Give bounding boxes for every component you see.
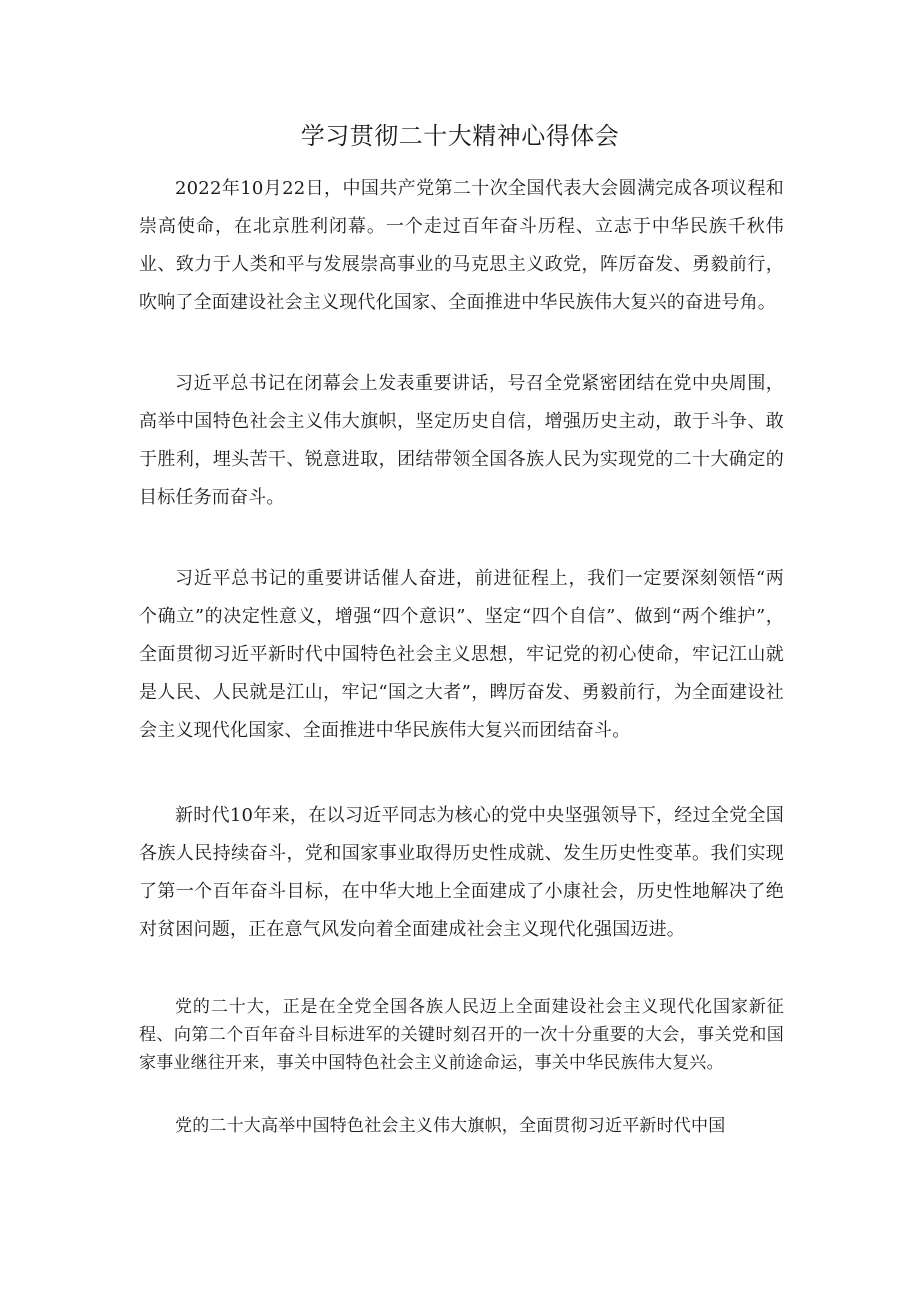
paragraph-3: 习近平总书记的重要讲话催人奋进，前进征程上，我们一定要深刻领悟“两个确立”的决定性意义，增强“四个意识”、坚定“四个自信”、做到“两个维护”，全面贯彻习近平新时代中国特色社会主义思想，牢记党的初心使命，牢记江山就是人民、人民就是江山，牢记“国之大者”，睥厉奋发、勇毅前行，为全面建设社会主义现代化国家、全面推进中华民族伟大复兴而团结奋斗。 <box>139 568 784 741</box>
paragraph-2: 习近平总书记在闭幕会上发表重要讲话，号召全党紧密团结在党中央周围，高举中国特色社会主义伟大旗帜，坚定历史自信，增强历史主动，敢于斗争、敢于胜利，埋头苦干、锐意进取，团结带领全国各族人民为实现党的二十大确定的目标任务而奋斗。 <box>139 373 784 508</box>
paragraph-5: 党的二十大，正是在全党全国各族人民迈上全面建设社会主义现代化国家新征程、向第二个百年奋斗目标进军的关键时刻召开的一次十分重要的大会，事关党和国家事业继往开来，事关中国特色社会主义前途命运，事关中华民族伟大复兴。 <box>139 997 784 1073</box>
document-title: 学习贯彻二十大精神心得体会 <box>300 122 620 150</box>
paragraph-6: 党的二十大高举中国特色社会主义伟大旗帜，全面贯彻习近平新时代中国 <box>175 1116 726 1136</box>
paragraph-4: 新时代10年来，在以习近平同志为核心的党中央坚强领导下，经过全党全国各族人民持续奋斗，党和国家事业取得历史性成就、发生历史性变革。我们实现了第一个百年奋斗目标，在中华大地上全面建成了小康社会，历史性地解决了绝对贫困问题，正在意气风发向着全面建成社会主义现代化强国迈进。 <box>139 805 784 940</box>
paragraph-1: 2022年10月22日，中国共产党第二十次全国代表大会圆满完成各项议程和崇高使命，在北京胜利闭幕。一个走过百年奋斗历程、立志于中华民族千秋伟业、致力于人类和平与发展崇高事业的马克思主义政党，阵厉奋发、勇毅前行，吹响了全面建设社会主义现代化国家、全面推进中华民族伟大复兴的奋进号角。 <box>139 178 784 313</box>
